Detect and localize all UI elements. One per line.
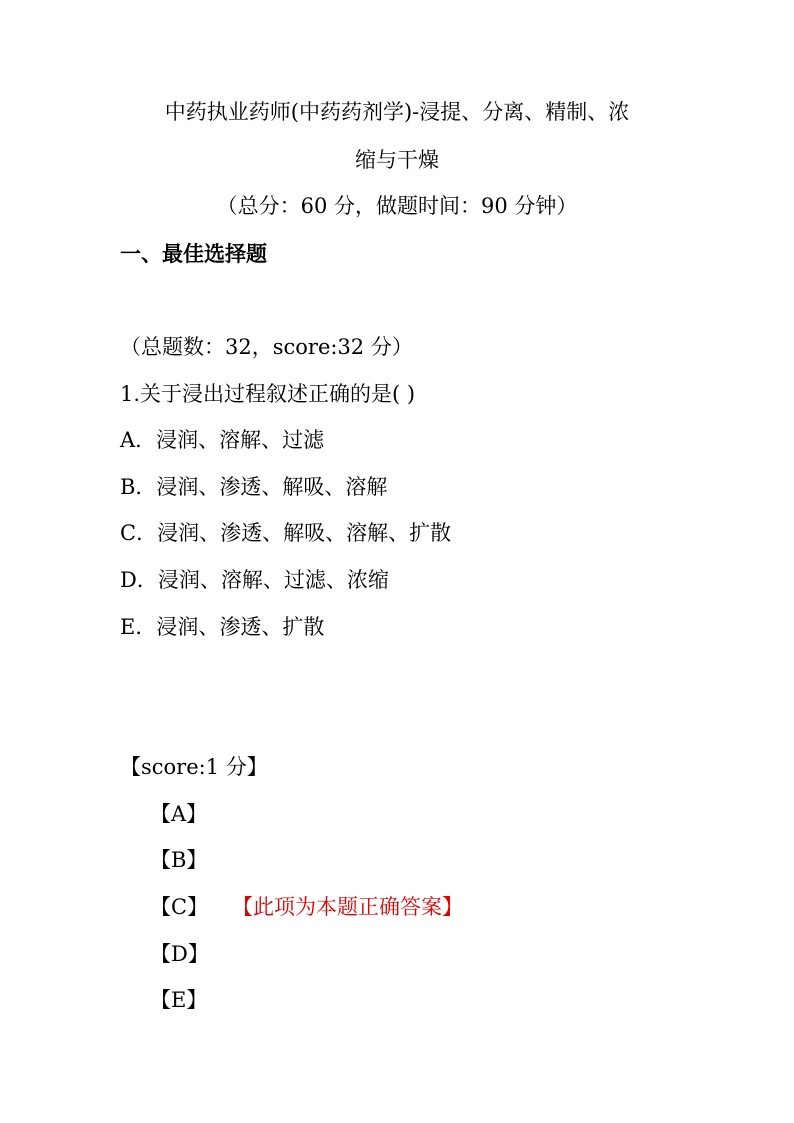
- option-d: D．浸润、溶解、过滤、浓缩: [120, 568, 389, 592]
- section-summary: （总题数：32，score:32 分）: [120, 335, 413, 359]
- document-title-line-2: 缩与干燥: [355, 148, 439, 172]
- answer-e: 【E】: [150, 988, 208, 1012]
- answer-a: 【A】: [150, 802, 208, 826]
- answer-b: 【B】: [150, 848, 208, 872]
- exam-info-subtitle: （总分：60 分，做题时间：90 分钟）: [216, 194, 578, 218]
- section-heading: 一、最佳选择题: [120, 241, 267, 266]
- question-stem: 1.关于浸出过程叙述正确的是( ): [120, 382, 416, 406]
- document-title-line-1: 中药执业药师(中药药剂学)-浸提、分离、精制、浓: [164, 100, 630, 124]
- correct-answer-note: 【此项为本题正确答案】: [232, 895, 463, 919]
- option-c: C．浸润、渗透、解吸、溶解、扩散: [120, 521, 452, 545]
- option-b: B．浸润、渗透、解吸、溶解: [120, 475, 388, 499]
- question-score: 【score:1 分】: [120, 755, 268, 779]
- option-a: A．浸润、溶解、过滤: [120, 428, 325, 452]
- option-e: E．浸润、渗透、扩散: [120, 615, 325, 639]
- answer-d: 【D】: [150, 942, 209, 966]
- answer-c: 【C】: [150, 895, 209, 919]
